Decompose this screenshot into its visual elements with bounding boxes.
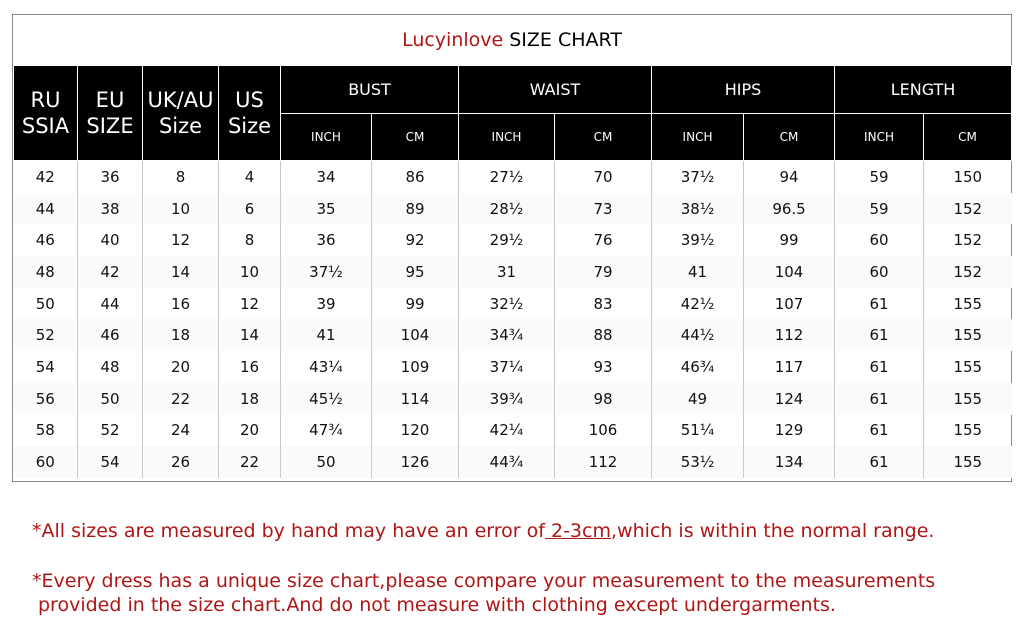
chart-title	[13, 15, 1011, 65]
table-row	[14, 351, 1012, 383]
table-cell: 61	[835, 415, 924, 447]
table-cell: 152	[953, 231, 983, 250]
table-cell: 98	[555, 383, 652, 415]
table-cell: 46	[78, 319, 143, 351]
header-eu-line2: SIZE	[86, 114, 134, 138]
table-cell: 24	[143, 415, 219, 447]
table-cell: 60	[835, 256, 924, 288]
table-cell: 117	[744, 351, 835, 383]
table-cell: 39	[281, 288, 372, 320]
table-cell: 42½	[652, 288, 744, 320]
table-cell: 40	[78, 224, 143, 256]
size-chart	[12, 14, 1012, 482]
table-cell: 8	[219, 224, 281, 256]
table-cell: 152	[924, 256, 1012, 288]
table-cell: 41	[281, 319, 372, 351]
table-cell: 36	[281, 224, 372, 256]
table-cell: 29½	[459, 224, 555, 256]
table-cell: 88	[555, 319, 652, 351]
table-row	[14, 415, 1012, 447]
table-cell: 26	[143, 446, 219, 478]
header-eu-line1: EU	[95, 88, 125, 112]
header-eu	[78, 66, 143, 161]
table-cell: 12	[143, 224, 219, 256]
table-cell: 53½	[652, 446, 744, 478]
table-cell: 18	[143, 319, 219, 351]
table-cell: 46	[14, 224, 78, 256]
table-cell: 61	[835, 351, 924, 383]
header-russia	[14, 66, 78, 161]
table-cell: 112	[555, 446, 652, 478]
table-row	[14, 193, 1012, 225]
table-row	[14, 256, 1012, 288]
table-cell: 37½	[281, 256, 372, 288]
waist-cm-header: CM	[555, 114, 652, 161]
table-cell: 41	[652, 256, 744, 288]
table-cell: 96.5	[744, 193, 835, 225]
table-cell: 37½	[652, 161, 744, 193]
table-cell: 10	[219, 256, 281, 288]
table-cell: 126	[372, 446, 459, 478]
table-cell: 61	[835, 319, 924, 351]
header-ukau-line2: Size	[158, 114, 203, 138]
table-cell: 92	[372, 224, 459, 256]
table-cell: 61	[835, 288, 924, 320]
table-cell: 76	[555, 224, 652, 256]
size-table-body	[14, 161, 1012, 478]
note1-highlight: 2-3cm	[544, 520, 611, 542]
table-cell: 112	[744, 319, 835, 351]
table-cell: 54	[14, 351, 78, 383]
table-cell: 47¾	[281, 415, 372, 447]
note-compare-measurements	[32, 569, 935, 617]
table-cell: 54	[78, 446, 143, 478]
header-russia-line1: RU	[30, 88, 61, 112]
table-cell: 50	[281, 446, 372, 478]
header-us-line2: Size	[227, 114, 272, 138]
header-waist: WAIST	[459, 66, 652, 114]
table-cell: 50	[14, 288, 78, 320]
table-cell: 79	[555, 256, 652, 288]
table-cell: 60	[14, 446, 78, 478]
table-cell: 61	[835, 446, 924, 478]
table-cell: 10	[143, 193, 219, 225]
table-cell: 34¾	[459, 319, 555, 351]
table-cell: 104	[744, 256, 835, 288]
table-cell: 150	[953, 167, 983, 186]
table-cell: 152	[924, 193, 1012, 225]
table-row	[14, 446, 1012, 478]
bust-inch-header: INCH	[281, 114, 372, 161]
header-ukau	[143, 66, 219, 161]
size-table	[13, 65, 1012, 478]
table-cell: 48	[14, 256, 78, 288]
table-cell: 134	[744, 446, 835, 478]
note1-tail: ,which is within the normal range.	[610, 520, 935, 542]
table-cell: 89	[372, 193, 459, 225]
table-cell: 86	[372, 161, 459, 193]
table-cell: 93	[555, 351, 652, 383]
table-cell: 155	[924, 446, 1012, 478]
table-cell: 37¼	[459, 351, 555, 383]
table-cell: 51¼	[652, 415, 744, 447]
brand-name: Lucyinlove	[402, 29, 504, 51]
table-cell: 20	[143, 351, 219, 383]
table-row	[14, 288, 1012, 320]
table-row	[14, 319, 1012, 351]
table-cell: 106	[555, 415, 652, 447]
table-cell: 44½	[652, 319, 744, 351]
table-cell: 120	[372, 415, 459, 447]
hips-cm-header: CM	[744, 114, 835, 161]
table-cell: 99	[744, 224, 835, 256]
hips-inch-header: INCH	[652, 114, 744, 161]
table-cell: 36	[78, 161, 143, 193]
table-cell: 155	[953, 421, 983, 440]
table-cell: 28½	[459, 193, 555, 225]
table-cell: 95	[372, 256, 459, 288]
note2-line2: provided in the size chart.And do not measure with clothing except undergarments.	[38, 594, 836, 616]
table-cell: 42	[14, 161, 78, 193]
table-cell: 56	[14, 383, 78, 415]
table-cell: 44	[14, 193, 78, 225]
table-cell: 129	[744, 415, 835, 447]
table-cell: 8	[143, 161, 219, 193]
table-cell: 42	[78, 256, 143, 288]
header-ukau-line1: UK/AU	[147, 88, 214, 112]
header-us	[219, 66, 281, 161]
table-cell: 52	[78, 415, 143, 447]
table-cell: 44	[78, 288, 143, 320]
table-cell: 14	[219, 319, 281, 351]
note1-text: *All sizes are measured by hand may have an error of	[32, 520, 545, 542]
table-cell: 44¾	[459, 446, 555, 478]
table-cell: 73	[555, 193, 652, 225]
table-cell: 52	[14, 319, 78, 351]
table-cell: 155	[924, 319, 1012, 351]
table-cell: 58	[14, 415, 78, 447]
table-cell: 16	[219, 351, 281, 383]
table-cell: 107	[744, 288, 835, 320]
table-cell: 155	[953, 294, 983, 313]
table-cell: 155	[924, 383, 1012, 415]
table-cell: 70	[555, 161, 652, 193]
table-row	[14, 161, 1012, 193]
table-cell: 16	[143, 288, 219, 320]
table-cell: 39¾	[459, 383, 555, 415]
table-cell: 99	[372, 288, 459, 320]
table-cell: 50	[78, 383, 143, 415]
table-cell: 45½	[281, 383, 372, 415]
table-row	[14, 383, 1012, 415]
header-length: LENGTH	[835, 66, 1012, 114]
header-hips: HIPS	[652, 66, 835, 114]
table-cell: 22	[143, 383, 219, 415]
bust-cm-header: CM	[372, 114, 459, 161]
table-cell: 61	[835, 383, 924, 415]
table-cell: 22	[219, 446, 281, 478]
table-cell: 27½	[459, 161, 555, 193]
table-cell: 59	[835, 193, 924, 225]
table-cell: 38	[78, 193, 143, 225]
table-cell: 31	[459, 256, 555, 288]
table-cell: 59	[835, 161, 924, 193]
table-cell: 46¾	[652, 351, 744, 383]
table-cell: 109	[372, 351, 459, 383]
waist-inch-header: INCH	[459, 114, 555, 161]
table-cell: 42¼	[459, 415, 555, 447]
header-russia-line2: SSIA	[21, 114, 70, 138]
table-cell: 34	[281, 161, 372, 193]
table-cell: 38½	[652, 193, 744, 225]
table-cell: 83	[555, 288, 652, 320]
table-cell: 48	[78, 351, 143, 383]
length-inch-header: INCH	[835, 114, 924, 161]
table-cell: 32½	[459, 288, 555, 320]
table-cell: 39½	[652, 224, 744, 256]
note-measurement-error	[32, 519, 934, 543]
table-cell: 49	[652, 383, 744, 415]
table-row	[14, 224, 1012, 256]
table-cell: 60	[835, 224, 924, 256]
length-cm-header: CM	[924, 114, 1012, 161]
table-cell: 114	[372, 383, 459, 415]
chart-title-text: SIZE CHART	[509, 29, 622, 51]
table-cell: 43¼	[281, 351, 372, 383]
header-us-line1: US	[235, 88, 264, 112]
table-cell: 35	[281, 193, 372, 225]
table-cell: 4	[219, 161, 281, 193]
table-cell: 155	[953, 357, 983, 376]
table-cell: 12	[219, 288, 281, 320]
table-cell: 94	[744, 161, 835, 193]
table-cell: 6	[219, 193, 281, 225]
header-bust: BUST	[281, 66, 459, 114]
table-cell: 18	[219, 383, 281, 415]
note2-line1: *Every dress has a unique size chart,please compare your measurement to the measurements	[32, 570, 936, 592]
table-cell: 14	[143, 256, 219, 288]
table-cell: 104	[372, 319, 459, 351]
table-cell: 124	[744, 383, 835, 415]
table-cell: 20	[219, 415, 281, 447]
